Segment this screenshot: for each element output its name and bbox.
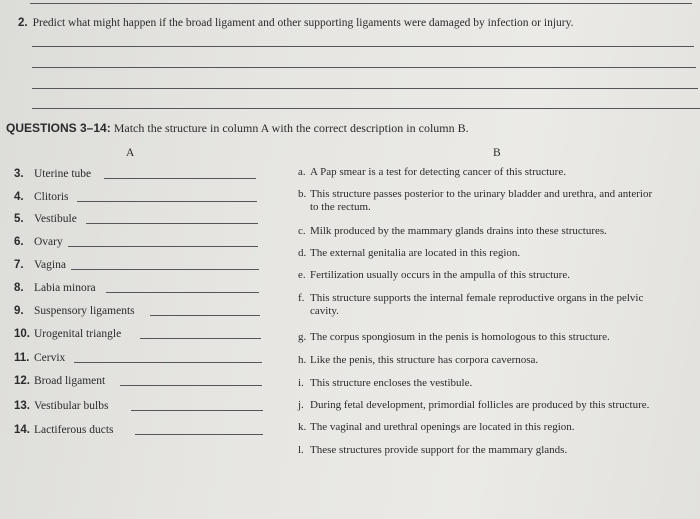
column-b-item: k. The vaginal and urethral openings are located in this region. <box>298 421 575 433</box>
answer-blank[interactable] <box>68 246 258 247</box>
column-a-item: 10. Urogenital triangle <box>14 328 122 340</box>
column-b-item: h. Like the penis, this structure has corpora cavernosa. <box>298 354 539 366</box>
column-a-item: 8. Labia minora <box>14 282 96 294</box>
matching-label: QUESTIONS 3–14: <box>6 121 111 135</box>
matching-header <box>6 121 469 136</box>
answer-blank[interactable] <box>71 269 259 270</box>
answer-blank[interactable] <box>104 178 256 179</box>
answer-blank[interactable] <box>120 385 262 386</box>
column-a-item: 5. Vestibule <box>14 213 77 225</box>
answer-blank[interactable] <box>140 338 261 339</box>
question-2-text: Predict what might happen if the broad ligament and other supporting ligaments were damaged by infection or injury. <box>32 17 574 29</box>
column-a-item: 13. Vestibular bulbs <box>14 400 109 412</box>
column-a-item: 9. Suspensory ligaments <box>14 305 135 317</box>
answer-line[interactable] <box>32 67 696 68</box>
answer-blank[interactable] <box>131 410 263 411</box>
column-a-item: 6. Ovary <box>14 236 63 248</box>
column-a-item: 12. Broad ligament <box>14 375 106 387</box>
column-b-item: l. These structures provide support for the mammary glands. <box>298 444 568 456</box>
answer-line[interactable] <box>32 108 700 109</box>
column-b-item: c. Milk produced by the mammary glands drains into these structures. <box>298 225 607 237</box>
column-b-item: g. The corpus spongiosum in the penis is homologous to this structure. <box>298 331 610 343</box>
answer-blank[interactable] <box>77 201 257 202</box>
column-a-item: 11. Cervix <box>14 352 66 364</box>
answer-blank[interactable] <box>106 292 259 293</box>
answer-blank[interactable] <box>74 362 262 363</box>
column-a-header: A <box>126 147 135 159</box>
matching-instruction: Match the structure in column A with the correct description in column B. <box>113 121 469 135</box>
answer-line[interactable] <box>32 46 694 47</box>
column-b-item: d. The external genitalia are located in this region. <box>298 247 521 259</box>
question-2 <box>18 17 573 29</box>
column-b-header: B <box>493 147 501 159</box>
column-a-item: 4. Clitoris <box>14 191 69 203</box>
answer-blank[interactable] <box>150 315 260 316</box>
column-b-item: f. This structure supports the internal female reproductive organs in the pelvic cavity. <box>298 292 644 317</box>
answer-line[interactable] <box>32 88 698 89</box>
column-a-item: 14. Lactiferous ducts <box>14 424 114 436</box>
column-b-item: j. During fetal development, primordial follicles are produced by this structure. <box>298 399 650 411</box>
column-b-item: e. Fertilization usually occurs in the ampulla of this structure. <box>298 269 570 281</box>
column-a-item: 3. Uterine tube <box>14 168 92 180</box>
top-rule <box>30 3 692 4</box>
answer-blank[interactable] <box>135 434 263 435</box>
column-b-item: i. This structure encloses the vestibule. <box>298 377 473 389</box>
column-a-item: 7. Vagina <box>14 259 66 271</box>
answer-blank[interactable] <box>86 223 258 224</box>
question-2-number: 2. <box>18 17 28 29</box>
column-b-item: a. A Pap smear is a test for detecting cancer of this structure. <box>298 166 566 178</box>
column-b-item: b. This structure passes posterior to the urinary bladder and urethra, and anterior to the rectum. <box>298 188 653 213</box>
